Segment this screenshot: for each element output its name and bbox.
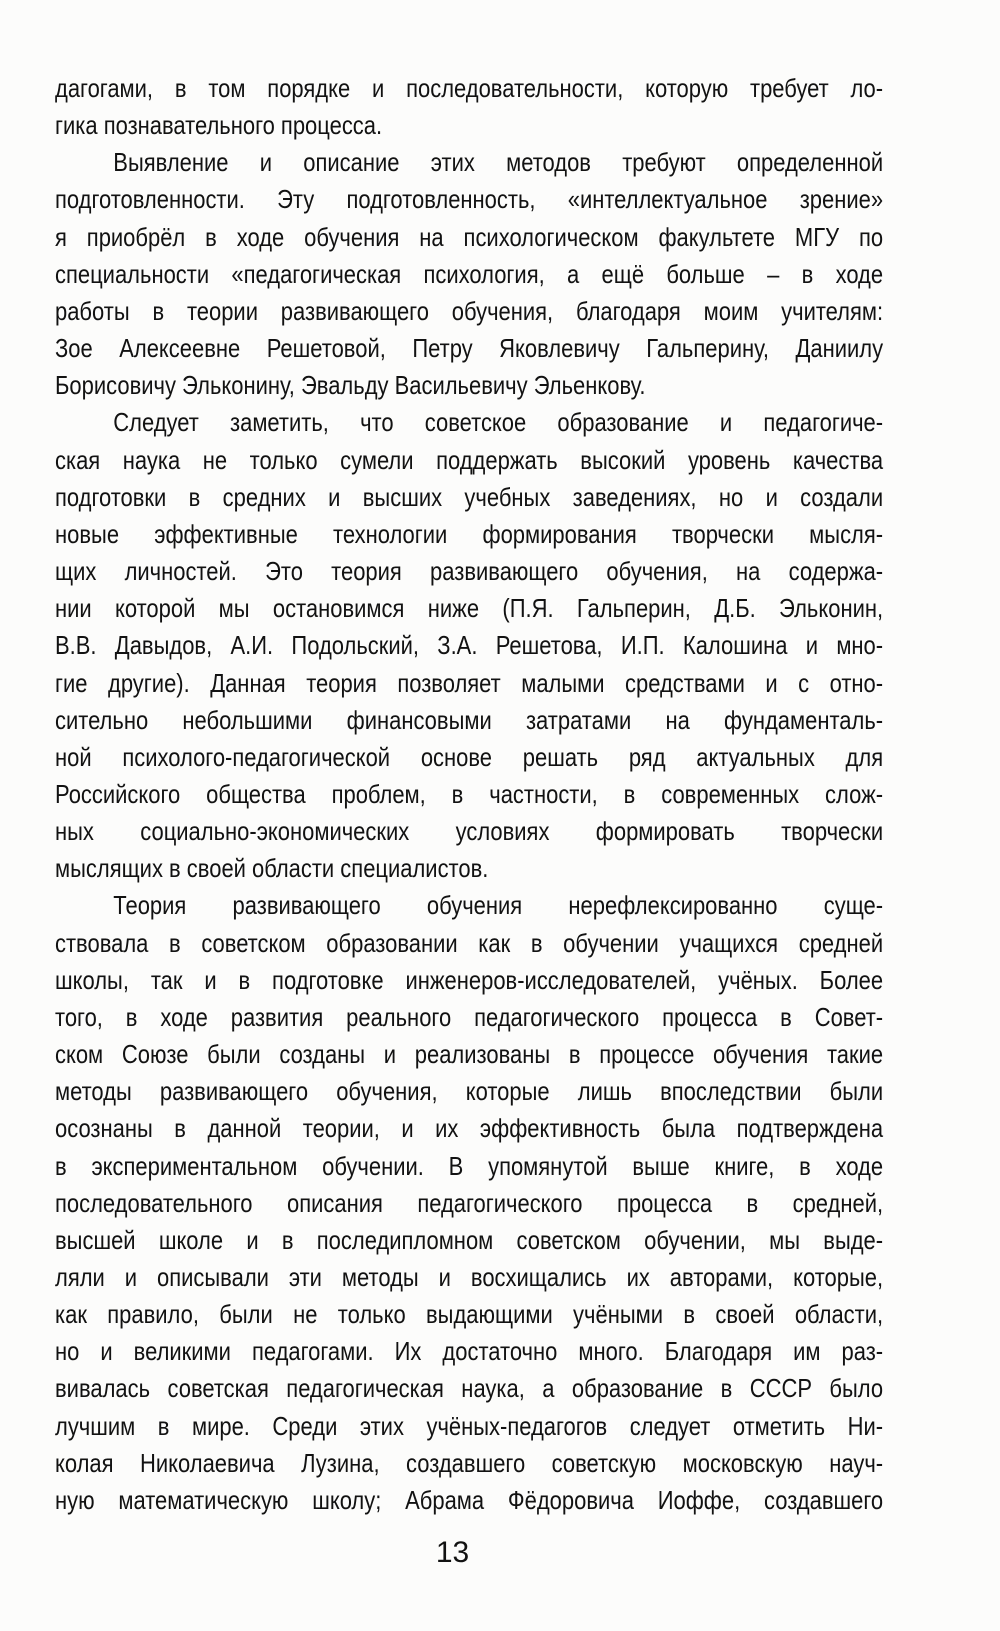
text-line: того, в ходе развития реального педагогического процесса в Совет- [55, 1001, 884, 1032]
text-line: Российского общества проблем, в частности, в современных слож- [55, 778, 884, 809]
text-line: подготовленности. Эту подготовленность, «интеллектуальное зрение» [55, 184, 884, 215]
paragraph [55, 70, 883, 144]
text-line: ной психолого-педагогической основе решать ряд актуальных для [55, 741, 884, 772]
text-line: Теория развивающего обучения нерефлексированно суще- [113, 890, 884, 921]
text-line: новые эффективные технологии формирования творчески мысля- [55, 518, 884, 549]
text-line: ных социально-экономических условиях формировать творчески [55, 816, 884, 847]
text-line: Выявление и описание этих методов требуют определенной [113, 147, 884, 178]
text-line: в экспериментальном обучении. В упомянутой выше книге, в ходе [55, 1150, 884, 1181]
text-line: как правило, были не только выдающими учёными в своей области, [55, 1299, 884, 1330]
text-line: ская наука не только сумели поддержать высокий уровень качества [55, 444, 884, 475]
paragraph [55, 144, 883, 404]
text-line: вивалась советская педагогическая наука, а образование в СССР было [55, 1373, 884, 1404]
text-line: колая Николаевича Лузина, создавшего советскую московскую науч- [55, 1447, 884, 1478]
page-number: 13 [435, 1536, 470, 1569]
text-line: мыслящих в своей области специалистов. [55, 853, 489, 884]
text-line: щих личностей. Это теория развивающего обучения, на содержа- [55, 556, 884, 587]
text-line: школы, так и в подготовке инженеров-исследователей, учёных. Более [55, 964, 884, 995]
text-line: ствовала в советском образовании как в обучении учащихся средней [55, 927, 884, 958]
text-block [55, 70, 883, 1519]
text-line: ную математическую школу; Абрама Фёдоровича Иоффе, создавшего [55, 1484, 884, 1515]
text-line: В.В. Давыдов, А.И. Подольский, З.А. Решетова, И.П. Калошина и мно- [55, 630, 884, 661]
text-line: Зое Алексеевне Решетовой, Петру Яковлевичу Гальперину, Даниилу [55, 333, 884, 364]
text-line: методы развивающего обучения, которые лишь впоследствии были [55, 1076, 884, 1107]
text-line: осознаны в данной теории, и их эффективность была подтверждена [55, 1113, 884, 1144]
text-line: гика познавательного процесса. [55, 110, 383, 141]
text-line: специальности «педагогическая психология, а ещё больше – в ходе [55, 258, 884, 289]
text-line: нии которой мы остановимся ниже (П.Я. Гальперин, Д.Б. Эльконин, [55, 593, 884, 624]
text-line: Борисовичу Эльконину, Эвальду Васильевичу Эльенкову. [55, 370, 646, 401]
text-line: но и великими педагогами. Их достаточно много. Благодаря им раз- [55, 1336, 884, 1367]
text-line: высшей школе и в последипломном советском обучении, мы выде- [55, 1224, 884, 1255]
text-line: ляли и описывали эти методы и восхищались их авторами, которые, [55, 1262, 884, 1292]
text-line: последовательного описания педагогического процесса в средней, [55, 1187, 884, 1218]
text-line: Следует заметить, что советское образование и педагогиче- [113, 407, 884, 438]
paragraph [55, 887, 883, 1519]
text-line: гие другие). Данная теория позволяет малыми средствами и с отно- [55, 667, 884, 698]
text-line: сительно небольшими финансовыми затратами на фундаменталь- [55, 704, 884, 735]
text-line: дагогами, в том порядке и последовательности, которую требует ло- [55, 73, 884, 103]
text-line: ском Союзе были созданы и реализованы в процессе обучения такие [55, 1039, 884, 1070]
text-line: я приобрёл в ходе обучения на психологическом факультете МГУ по [55, 221, 884, 252]
paragraph [55, 404, 883, 887]
text-line: работы в теории развивающего обучения, благодаря моим учителям: [55, 295, 884, 326]
text-line: подготовки в средних и высших учебных заведениях, но и создали [55, 481, 884, 512]
text-line: лучшим в мире. Среди этих учёных-педагогов следует отметить Ни- [55, 1410, 884, 1441]
